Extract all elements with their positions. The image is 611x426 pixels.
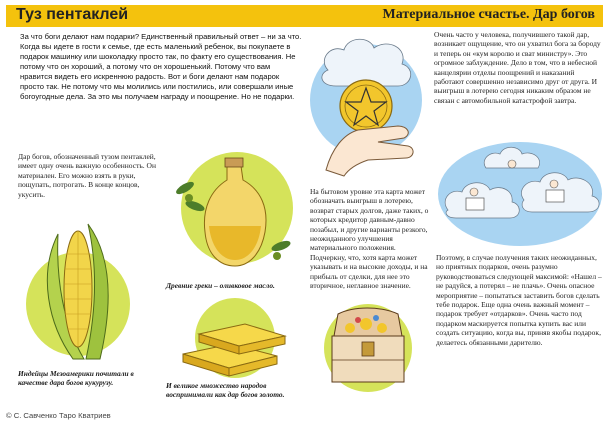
right-column-bottom-text: Поэтому, в случае получения таких неожиданных, но приятных подарков, очень разумно руководствоваться следующей максимой: «Нашел – не радуйся, а потерял – не плачь». Очень опасное мероприятие – попытаться заставить богов сделать тебе подарок. Еще одна очень важный момент – подарок требует «отдарков». Очень часто под подарком маскируется попытка купить вас или создать ситуацию, когда вы, приняв якобы подарок, делаетесь обязанными дарителю.	[436, 253, 602, 347]
olive-oil-illustration	[165, 146, 305, 276]
header-bar	[6, 5, 603, 27]
heavenly-office-illustration	[436, 140, 604, 248]
page-title: Туз пентаклей	[16, 6, 129, 23]
corn-caption: Индейцы Мезоамерики почитали в качестве дара богов кукурузу.	[18, 369, 134, 388]
intro-paragraph: За что боги делают нам подарки? Единственный правильный ответ – ни за что. Когда вы идете в гости к семье, где есть маленький ребенок, вы покупаете в подарок машинку или шоколадку просто так, по факту его существования. Не потому что он хороший, а потому что он хорошенький. Потому что вам нравится видеть его искреннюю радость. Вот и боги делают нам подарок просто так. Не потому что мы молились или постились, или совершали иные богоугодные дела. За это мы получаем награду и поощрение. Но не подарки.	[20, 32, 302, 101]
middle-column-text: На бытовом уровне эта карта может обозначать выигрыш в лотерею, возврат старых долгов, даже таких, о которых кредитор давным-давно позабыл, и другие варианты резкого, неожиданного улучшения материального положения. Подчеркну, что, хотя карта может указывать и на высокие доходы, и на прибыль от сделки, для нее это вторичное, неглавное значение.	[310, 187, 429, 291]
pentacle-hand-illustration	[308, 30, 430, 180]
right-column-top-text: Очень часто у человека, получившего такой дар, возникает ощущение, что он ухватил бога за бороду и теперь он «кум королю и сват министру». Это огромное заблуждение. Дело в том, что в небесной канцелярии отделы поощрений и наказаний работают совершенно независимо друг от друга. И выигрыш в лотерею сегодня никаким образом не связан с автомобильной катастрофой завтра.	[434, 30, 601, 105]
olive-oil-caption: Древние греки – оливковое масло.	[166, 281, 275, 290]
corn-illustration	[18, 214, 166, 364]
treasure-chest-illustration	[310, 298, 430, 393]
page-subtitle: Материальное счастье. Дар богов	[382, 7, 595, 22]
gold-caption: И великое множество народов воспринимали как дар богов золото.	[166, 381, 285, 400]
gold-illustration	[165, 296, 305, 378]
left-column-text: Дар богов, обозначенный тузом пентаклей, имеет одну очень важную особенность. Он материален. Его можно взять в руки, пощупать, потрогать. В конце концов, укусить.	[18, 152, 156, 199]
copyright: © С. Савченко Таро Кватриев	[6, 411, 111, 420]
